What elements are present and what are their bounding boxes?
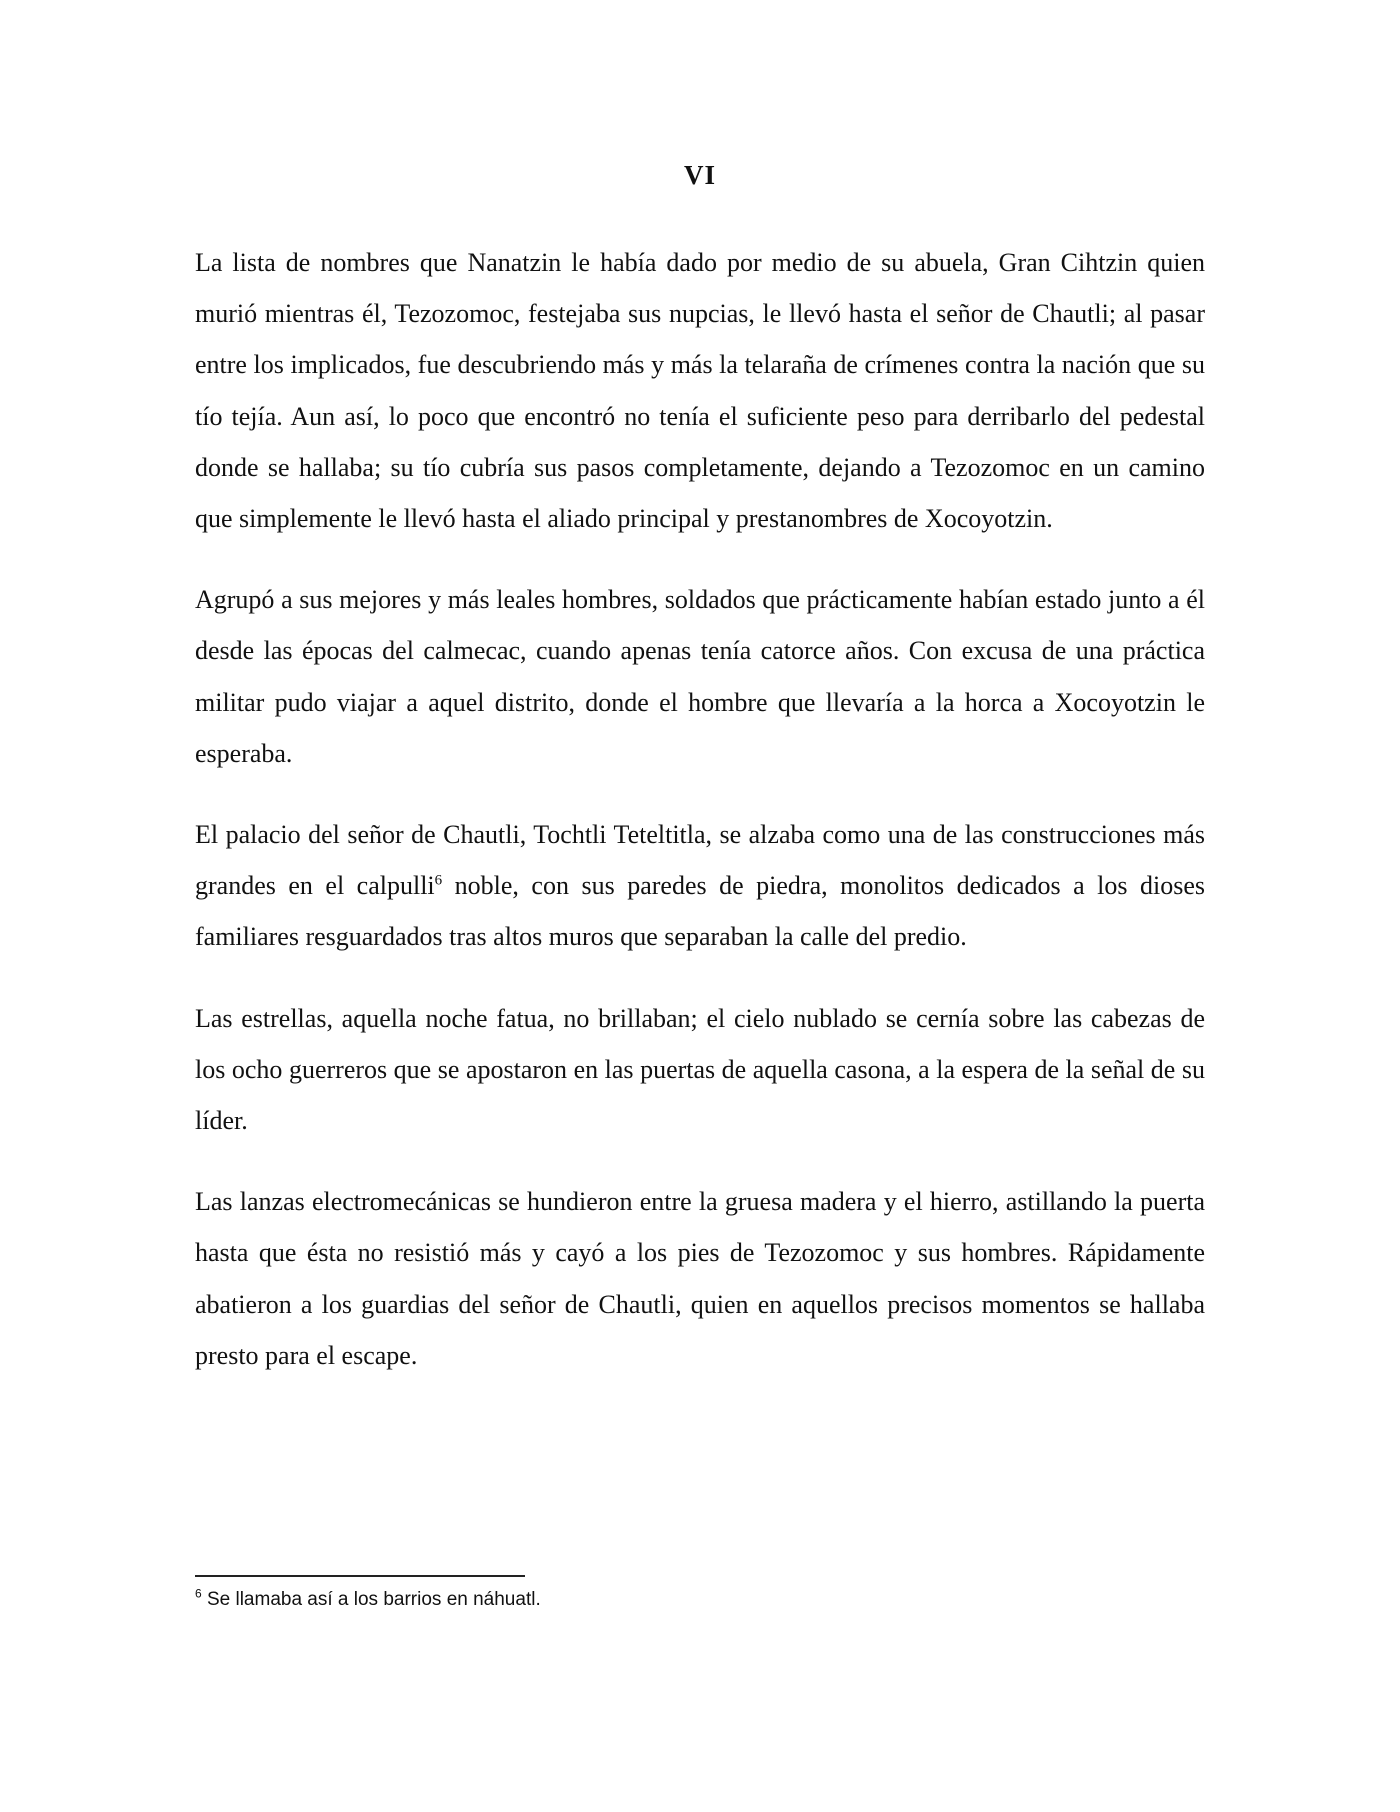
paragraph-5: Las lanzas electromecánicas se hundieron entre la gruesa madera y el hierro, astillando la puerta hasta que ésta no resistió más y cayó a los pies de Tezozomoc y sus hombres. Rápidamente abatieron a los guardias del señor de Chautli, quien en aquellos precisos momentos se hallaba presto para el escape.: [195, 1187, 1205, 1370]
chapter-body: [195, 237, 1205, 1411]
chapter-title: VI: [683, 160, 716, 190]
paragraph-3: [195, 809, 1205, 963]
footnote-number: 6: [195, 1586, 202, 1601]
paragraph-3-text-end: noble, con sus paredes de piedra, monolitos dedicados a los dioses familiares resguardados tras altos muros que separaban la calle del predio.: [195, 871, 1206, 952]
footnote-text: Se llamaba así a los barrios en náhuatl.: [201, 1589, 541, 1610]
footnote: [195, 1586, 541, 1611]
footnote-separator: [195, 1575, 525, 1577]
paragraph-4: Las estrellas, aquella noche fatua, no brillaban; el cielo nublado se cernía sobre las cabezas de los ocho guerreros que se apostaron en las puertas de aquella casona, a la espera de la señal de su líder.: [195, 1003, 1205, 1136]
paragraph-1: La lista de nombres que Nanatzin le había dado por medio de su abuela, Gran Cihtzin quien murió mientras él, Tezozomoc, festejaba sus nupcias, le llevó hasta el señor de Chautli; al pasar entre los implicados, fue descubriendo más y más la telaraña de crímenes contra la nación que su tío tejía. Aun así, lo poco que encontró no tenía el suficiente peso para derribarlo del pedestal donde se hallaba; su tío cubría sus pasos completamente, dejando a Tezozomoc en un camino que simplemente le llevó hasta el aliado principal y prestanombres de Xocoyotzin.: [195, 248, 1205, 534]
paragraph-3-text-start: El palacio del señor de Chautli, Tochtli Teteltitla, se alzaba como una de las construcciones más grandes en el calpulli: [195, 820, 1205, 901]
footnote-reference: 6: [434, 872, 443, 889]
paragraph-2: Agrupó a sus mejores y más leales hombres, soldados que prácticamente habían estado junto a él desde las épocas del calmecac, cuando apenas tenía catorce años. Con excusa de una práctica militar pudo viajar a aquel distrito, donde el hombre que llevaría a la horca a Xocoyotzin le esperaba.: [195, 585, 1205, 768]
